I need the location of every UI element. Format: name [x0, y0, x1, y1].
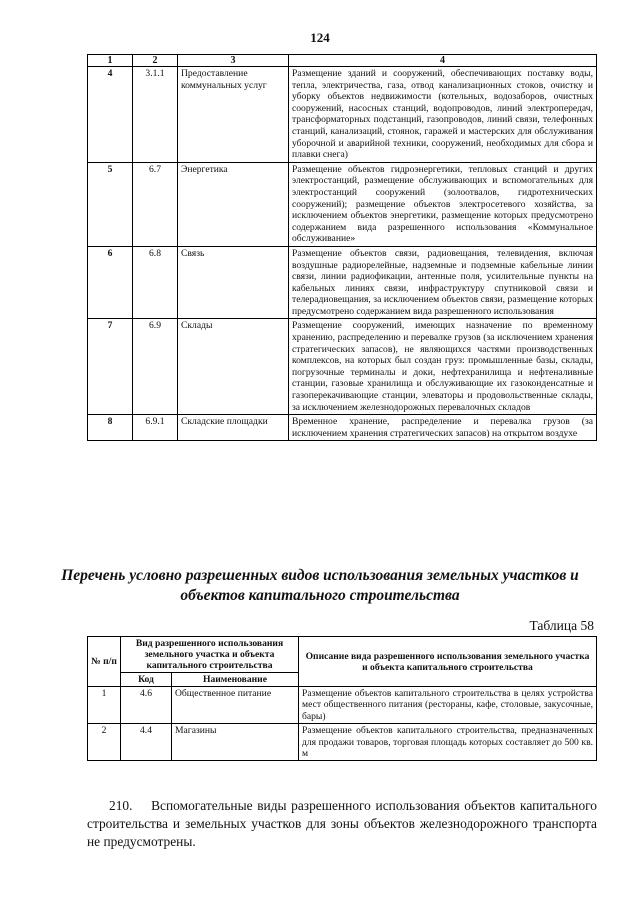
use-name: Склады [178, 319, 289, 415]
paragraph-number: 210. [109, 798, 133, 813]
use-code: 3.1.1 [133, 67, 178, 163]
use-description: Размещение объектов связи, радиовещания, телевидения, включая воздушные радиорелейные, надземные и подземные кабельные линии связи, линии радиофикации, антенные поля, усилительные пункты на кабельных линиях связи, инфраструктуру спутниковой связи и телерадиовещания, за исключением объектов связи, размещение которых предусмотрено содержанием вида разрешенного использования [289, 246, 597, 319]
use-name: Предоставление коммунальных услуг [178, 67, 289, 163]
column-header: 4 [289, 55, 597, 67]
use-name: Общественное питание [172, 687, 299, 724]
table-row [88, 687, 597, 724]
use-code: 4.6 [121, 687, 172, 724]
table-row [88, 246, 597, 319]
table-row [88, 162, 597, 246]
use-description: Размещение объектов капитального строительства, предназначенных для продажи товаров, торговая площадь которых составляет до 500 кв. м [299, 724, 597, 761]
row-number: 6 [88, 246, 133, 319]
column-header: 1 [88, 55, 133, 67]
permitted-uses-table [87, 54, 597, 441]
header-number: № п/п [88, 637, 121, 687]
table-row [88, 67, 597, 163]
page-number: 124 [310, 30, 330, 45]
header-code: Код [121, 673, 172, 687]
use-name: Магазины [172, 724, 299, 761]
row-number: 8 [88, 415, 133, 441]
table-row [88, 415, 597, 441]
use-code: 4.4 [121, 724, 172, 761]
row-number: 4 [88, 67, 133, 163]
table-row [88, 724, 597, 761]
header-use-kind: Вид разрешенного использования земельного участка и объекта капитального строительства [121, 637, 299, 673]
use-code: 6.7 [133, 162, 178, 246]
use-code: 6.8 [133, 246, 178, 319]
table-label: Таблица 58 [529, 618, 594, 633]
row-number: 7 [88, 319, 133, 415]
column-header: 2 [133, 55, 178, 67]
paragraph-text: Вспомогательные виды разрешенного использования объектов капитального строительства и земельных участков для зоны объектов железнодорожного транспорта не предусмотрены. [87, 798, 597, 849]
use-description: Размещение объектов гидроэнергетики, тепловых станций и других электростанций, размещение обслуживающих и вспомогательных для электростанций сооружений (золоотвалов, гидротехнических сооружений); размещение объектов электросетевого хозяйства, за исключением объектов энергетики, размещение которых предусмотрено содержанием вида разрешенного использования «Коммунальное обслуживание» [289, 162, 597, 246]
use-description: Размещение зданий и сооружений, обеспечивающих поставку воды, тепла, электричества, газа, отвод канализационных стоков, очистку и уборку объектов недвижимости (котельных, водозаборов, очистных сооружений, насосных станций, водопроводов, линий электропередач, трансформаторных подстанций, газопроводов, линий связи, телефонных станций, канализаций, стоянок, гаражей и мастерских для обслуживания уборочной и аварийной техники, сооружений, необходимых для сбора и плавки снега) [289, 67, 597, 163]
use-code: 6.9 [133, 319, 178, 415]
use-code: 6.9.1 [133, 415, 178, 441]
use-name: Связь [178, 246, 289, 319]
header-name: Наименование [172, 673, 299, 687]
table-row [88, 319, 597, 415]
use-description: Размещение объектов капитального строительства в целях устройства мест общественного питания (рестораны, кафе, столовые, закусочные, бары) [299, 687, 597, 724]
row-number: 5 [88, 162, 133, 246]
header-description: Описание вида разрешенного использования земельного участка и объекта капитального строительства [299, 637, 597, 687]
use-description: Временное хранение, распределение и перевалка грузов (за исключением хранения стратегических запасов) на открытом воздухе [289, 415, 597, 441]
table-header-row [88, 637, 597, 673]
section-title: Перечень условно разрешенных видов использования земельных участков и объектов капитального строительства [61, 567, 579, 604]
row-number: 2 [88, 724, 121, 761]
use-description: Размещение сооружений, имеющих назначение по временному хранению, распределению и перевалке грузов (за исключением хранения стратегических запасов), не являющихся частями производственных комплексов, на которых был создан груз: промышленные базы, склады, погрузочные терминалы и доки, нефтехранилища и нефтеналивные станции, газовые хранилища и обслуживающие их газоконденсатные и газоперекачивающие станции, элеваторы и продовольственные склады, за исключением железнодорожных перевалочных складов [289, 319, 597, 415]
table-header-row [88, 55, 597, 67]
paragraph-210 [87, 797, 597, 851]
use-name: Энергетика [178, 162, 289, 246]
use-name: Складские площадки [178, 415, 289, 441]
column-header: 3 [178, 55, 289, 67]
row-number: 1 [88, 687, 121, 724]
conditional-uses-table [87, 636, 597, 761]
